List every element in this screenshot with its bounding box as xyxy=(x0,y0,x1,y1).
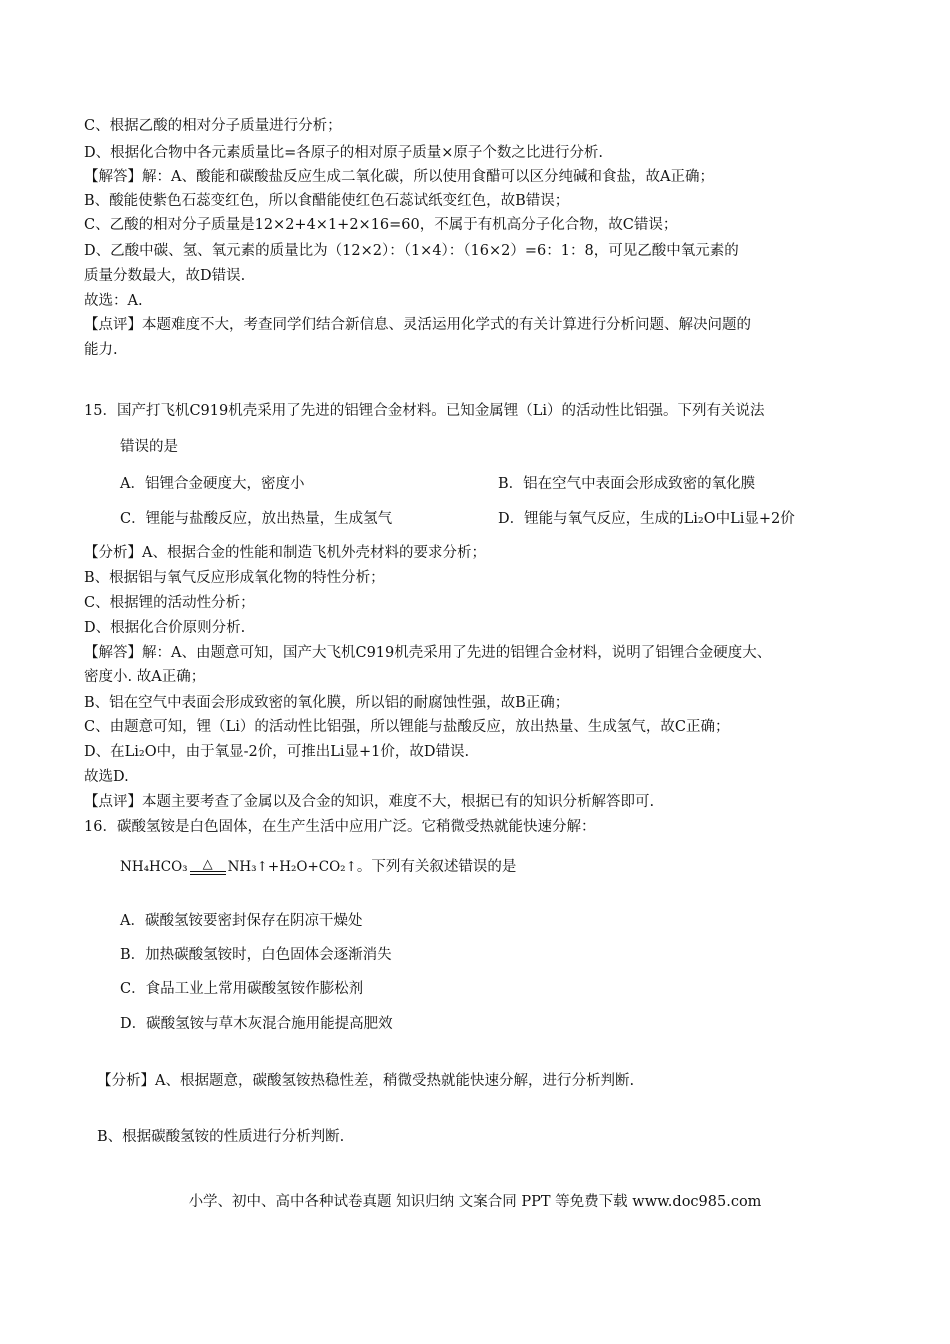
text-line: 故选D. xyxy=(84,769,129,785)
heat-symbol: △ xyxy=(202,857,213,872)
text-line: 【点评】本题主要考查了金属以及合金的知识，难度不大，根据已有的知识分析解答即可. xyxy=(84,794,655,810)
text-line: C、根据乙酸的相对分子质量进行分析； xyxy=(84,118,342,134)
question-16-analysis-b: B、根据碳酸氢铵的性质进行分析判断. xyxy=(97,1129,345,1145)
text-line: 【解答】解：A、酸能和碳酸盐反应生成二氧化碳，所以使用食醋可以区分纯碱和食盐，故A正确； xyxy=(84,169,714,185)
text-line: D、根据化合物中各元素质量比=各原子的相对原子质量×原子个数之比进行分析. xyxy=(84,145,604,161)
text-line: D、在Li₂O中，由于氧显-2价，可推出Li显+1价，故D错误. xyxy=(84,744,470,760)
text-line: B、铝在空气中表面会形成致密的氧化膜，所以铝的耐腐蚀性强，故B正确； xyxy=(84,695,570,711)
text-line: 质量分数最大，故D错误. xyxy=(84,268,246,284)
question-15-option-b: B．铝在空气中表面会形成致密的氧化膜 xyxy=(498,476,756,492)
question-15-option-a: A．铝锂合金硬度大，密度小 xyxy=(120,476,305,492)
text-line: 【解答】解：A、由题意可知，国产大飞机C919机壳采用了先进的铝锂合金材料，说明了铝锂合金硬度大、 xyxy=(84,645,772,661)
text-line: 【分析】A、根据合金的性能和制造飞机外壳材料的要求分析； xyxy=(84,545,486,561)
equation-products: NH₃↑+H₂O+CO₂↑ xyxy=(227,859,357,875)
question-16-option-b: B．加热碳酸氢铵时，白色固体会逐渐消失 xyxy=(120,947,392,963)
question-16-analysis: 【分析】A、根据题意，碳酸氢铵热稳性差，稍微受热就能快速分解，进行分析判断. xyxy=(97,1073,635,1089)
text-line: D、根据化合价原则分析. xyxy=(84,620,246,636)
text-line: C、乙酸的相对分子质量是12×2+4×1+2×16=60，不属于有机高分子化合物，故C错误； xyxy=(84,217,678,233)
question-16-option-c: C．食品工业上常用碳酸氢铵作膨松剂 xyxy=(120,981,364,997)
page-footer: 小学、初中、高中各种试卷真题 知识归纳 文案合同 PPT 等免费下载 www.doc985.com xyxy=(188,1194,762,1210)
text-line: 密度小. 故A正确； xyxy=(84,669,206,685)
text-line: D、乙酸中碳、氢、氧元素的质量比为（12×2）：（1×4）：（16×2）=6：1：8，可见乙酸中氧元素的 xyxy=(84,243,739,259)
text-line: B、酸能使紫色石蕊变红色，所以食醋能使红色石蕊试纸变红色，故B错误； xyxy=(84,193,570,209)
question-15-stem: 15．国产打飞机C919机壳采用了先进的铝锂合金材料。已知金属锂（Li）的活动性比铝强。下列有关说法 xyxy=(84,403,765,419)
text-line: 能力. xyxy=(84,342,118,358)
text-line: C、根据锂的活动性分析； xyxy=(84,595,255,611)
question-16-option-d: D．碳酸氢铵与草木灰混合施用能提高肥效 xyxy=(120,1016,393,1032)
text-line: C、由题意可知，锂（Li）的活动性比铝强，所以锂能与盐酸反应，放出热量、生成氢气，故C正确； xyxy=(84,719,730,735)
question-16-stem: 16．碳酸氢铵是白色固体，在生产生活中应用广泛。它稍微受热就能快速分解： xyxy=(84,819,596,835)
text-line: 【点评】本题难度不大，考查同学们结合新信息、灵活运用化学式的有关计算进行分析问题、解决问题的 xyxy=(84,317,751,333)
question-15-option-c: C．锂能与盐酸反应，放出热量，生成氢气 xyxy=(120,511,393,527)
question-16-stem-cont: 。下列有关叙述错误的是 xyxy=(356,859,517,875)
text-line: 故选：A. xyxy=(84,293,143,309)
question-15-stem-cont: 错误的是 xyxy=(120,439,178,455)
question-15-option-d: D．锂能与氧气反应，生成的Li₂O中Li显+2价 xyxy=(498,511,795,527)
equation-reactant: NH₄HCO₃ xyxy=(120,859,188,875)
text-line: B、根据铝与氧气反应形成氧化物的特性分析； xyxy=(84,570,385,586)
equals-bar xyxy=(190,871,226,875)
equation-body xyxy=(120,857,516,877)
chemical-equation xyxy=(120,857,516,877)
heat-arrow xyxy=(190,859,226,875)
question-16-option-a: A．碳酸氢铵要密封保存在阴凉干燥处 xyxy=(120,913,363,929)
